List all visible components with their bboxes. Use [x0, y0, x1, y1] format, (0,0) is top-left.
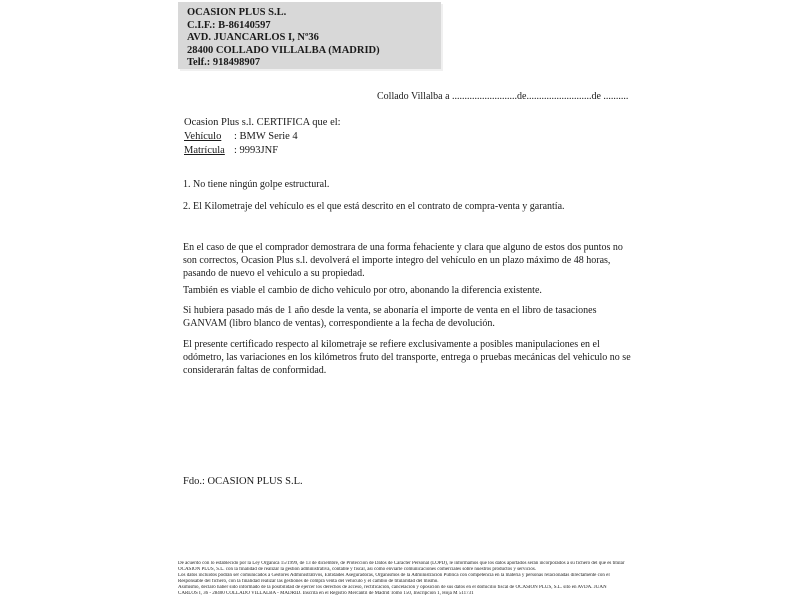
- vehicle-label: Vehículo: [184, 131, 222, 142]
- company-header-box: [178, 2, 441, 69]
- plate-value: : 9993JNF: [234, 145, 279, 156]
- condition-point-1: 1. No tiene ningún golpe estructural.: [183, 179, 330, 190]
- vehicle-row: [184, 131, 298, 142]
- company-address: AVD. JUANCARLOS I, Nº36: [187, 32, 319, 44]
- date-blank-line: Collado Villalba a ..........................de..........................de ..........: [377, 91, 629, 102]
- paragraph-exchange-option: También es viable el cambio de dicho vehiculo por otro, abonando la diferencia existente.: [183, 285, 542, 296]
- paragraph-odometer-disclaimer: El presente certificado respecto al kilometraje se refiere exclusivamente a posibles manipulaciones en el odómetro, las variaciones en los kilómetros fruto del transporte, entrega o pruebas mecánicas del vehiculo no se considerarán faltas de conformidad.: [183, 339, 631, 376]
- legal-line: OCASIÓN PLUS, S.L. con la finalidad de realizar la gestión administrativa, contable y fiscal, así como enviarle comunicaciones comerciales sobre nuestros productos y servicios.: [178, 566, 537, 572]
- paragraph-ganvam-valuation: Si hubiera pasado más de 1 año desde la venta, se abonaría el importe de venta en el libro de tasaciones GANVAM (libro blanco de ventas), correspondiente a la fecha de devolución.: [183, 305, 597, 329]
- signature-line: Fdo.: OCASION PLUS S.L.: [183, 476, 303, 487]
- condition-point-2: 2. El Kilometraje del vehículo es el que está descrito en el contrato de compra-venta y garantía.: [183, 201, 565, 212]
- company-city: 28400 COLLADO VILLALBA (MADRID): [187, 44, 380, 56]
- vehicle-value: : BMW Serie 4: [234, 131, 298, 142]
- company-cif: C.I.F.: B-86140597: [187, 19, 271, 31]
- legal-line: Los datos incluidos podrán ser comunicados a Gestores Administrativos, Entidades Aseguradoras, Organismos de la Administración Pública con competencia en la materia y personas relacionadas directamente con el: [178, 572, 610, 578]
- legal-line: Asimismo, declaro haber sido informado de la posibilidad de ejercer los derechos de acceso, rectificación, cancelación y oposición de sus datos en el domicilio fiscal de OCASIÓN PLUS, S.L. sito en AVDA. JUAN: [178, 584, 607, 590]
- certification-intro: Ocasion Plus s.l. CERTIFICA que el:: [184, 117, 341, 128]
- legal-line: Responsable del fichero, con la finalidad realizar las gestiones de compra venta del vehículo y el cambio de titularidad del mismo.: [178, 578, 439, 584]
- legal-line: De acuerdo con lo establecido por la Ley Orgánica 15/1999, de 13 de diciembre, de Protección de Datos de Carácter Personal (LOPD), le informamos que los datos aportados serán incorporados a su fichero del que es titular: [178, 561, 625, 566]
- plate-row: [184, 145, 278, 156]
- company-name: OCASION PLUS S.L.: [187, 7, 287, 18]
- legal-notice: [178, 561, 630, 596]
- paragraph-refund-policy: En el caso de que el comprador demostrara de una forma fehaciente y clara que alguno de estos dos puntos no son correctos, Ocasion Plus s.l. devolverá el importe integro del vehículo en un plazo máximo de 48 horas, pasando de nuevo el vehiculo a su propiedad.: [183, 242, 623, 279]
- company-phone: Telf.: 918498907: [187, 57, 261, 69]
- plate-label: Matrícula: [184, 145, 225, 156]
- legal-line: CARLOS I, 36 - 28400 COLLADO VILLALBA - MADRID. Inscrita en el Registro Mercantil de Madrid Tomo 150, Inscripción 1, Hoja M 511731: [178, 590, 474, 596]
